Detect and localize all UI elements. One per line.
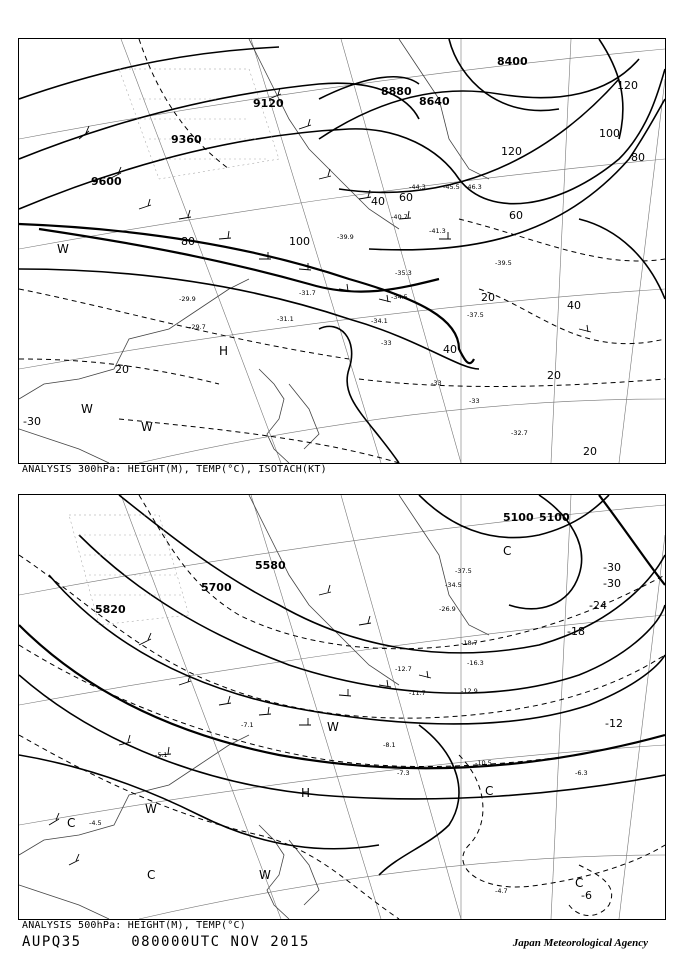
station-temp: -45.5 <box>443 183 460 191</box>
station-temp: -26.9 <box>439 605 456 613</box>
height-label-5100: 5100 <box>503 511 534 524</box>
station-temp: -33 <box>469 397 480 405</box>
jet-shading <box>119 69 279 179</box>
station-temp: -7.1 <box>241 721 254 729</box>
station-temp: -37.5 <box>467 311 484 319</box>
station-temp: -8.1 <box>383 741 396 749</box>
isotach-label: 100 <box>289 235 310 248</box>
station-temp: -5.1 <box>155 751 168 759</box>
cold-center: C <box>503 544 512 558</box>
isotach-label: 20 <box>481 291 495 304</box>
isotach-label: 120 <box>501 145 522 158</box>
station-temp: -41.3 <box>429 227 446 235</box>
height-label-8400: 8400 <box>497 55 528 68</box>
upper-chart-300hpa <box>18 38 666 464</box>
station-temp: -44.3 <box>409 183 426 191</box>
station-temp: -29.7 <box>189 323 206 331</box>
height-label-5100: 5100 <box>539 511 570 524</box>
agency-name: Japan Meteorological Agency <box>512 937 648 949</box>
isotach-label: 20 <box>115 363 129 376</box>
high-pressure-center: H <box>219 344 229 358</box>
station-temp: -40.7 <box>391 213 408 221</box>
isotach-label: 80 <box>631 151 645 164</box>
isotach-label: 40 <box>371 195 385 208</box>
cold-center: C <box>67 816 76 830</box>
station-temp: -34.5 <box>445 581 462 589</box>
station-temp: -12.7 <box>395 665 412 673</box>
temp-label: -6 <box>581 889 592 902</box>
station-temp: -18.7 <box>461 639 478 647</box>
warm-center: W <box>145 802 157 816</box>
isotach-label: 100 <box>599 127 620 140</box>
height-label-5580: 5580 <box>255 559 286 572</box>
temp-label: -18 <box>567 625 585 638</box>
wind-barbs <box>49 585 431 865</box>
height-label-8880: 8880 <box>381 85 412 98</box>
station-temp: -29.9 <box>179 295 196 303</box>
isotach-label: 120 <box>617 79 638 92</box>
station-temp: -10.5 <box>475 759 492 767</box>
cold-center: C <box>485 784 494 798</box>
warm-center: W <box>327 720 339 734</box>
station-temp: -37.5 <box>455 567 472 575</box>
isotach-label: 60 <box>509 209 523 222</box>
height-label-9360: 9360 <box>171 133 202 146</box>
warm-center: W <box>259 868 271 882</box>
station-temp: -46.3 <box>465 183 482 191</box>
isotach-label: 20 <box>547 369 561 382</box>
height-label-9600: 9600 <box>91 175 122 188</box>
map-500hpa <box>19 495 665 919</box>
station-temp: -33 <box>381 339 392 347</box>
temp-label: -30 <box>23 415 41 428</box>
isotach-label: 40 <box>443 343 457 356</box>
coastline <box>19 495 489 919</box>
chart-id: AUPQ35 <box>22 934 82 950</box>
station-temp: -16.3 <box>467 659 484 667</box>
isotach-label: 40 <box>567 299 581 312</box>
station-temp: -7.3 <box>397 769 410 777</box>
height-label-5700: 5700 <box>201 581 232 594</box>
station-temp: -34.1 <box>371 317 388 325</box>
station-temp: -11.7 <box>409 689 426 697</box>
graticule <box>19 495 665 919</box>
temp-label: -30 <box>603 577 621 590</box>
temp-label: -12 <box>605 717 623 730</box>
cold-center: C <box>575 876 584 890</box>
cold-center: C <box>147 868 156 882</box>
upper-chart-500hpa <box>18 494 666 920</box>
isotach-label: 20 <box>583 445 597 458</box>
station-temp: -39.5 <box>495 259 512 267</box>
station-temp: -31.7 <box>299 289 316 297</box>
warm-center: W <box>81 402 93 416</box>
station-temp: -39.9 <box>337 233 354 241</box>
graticule <box>19 39 665 463</box>
valid-time: 080000UTC NOV 2015 <box>131 934 310 950</box>
station-temp: -32.7 <box>511 429 528 437</box>
station-temp: -35.3 <box>395 269 412 277</box>
station-temp: -34.5 <box>391 293 408 301</box>
isotach-label: 80 <box>181 235 195 248</box>
station-temp: -12.9 <box>461 687 478 695</box>
height-label-5820: 5820 <box>95 603 126 616</box>
station-temp: -33 <box>431 379 442 387</box>
temp-label: -30 <box>603 561 621 574</box>
caption-300hpa: ANALYSIS 300hPa: HEIGHT(M), TEMP(°C), ISOTACH(KT) <box>22 464 327 475</box>
height-label-8640: 8640 <box>419 95 450 108</box>
isotach-label: 60 <box>399 191 413 204</box>
station-temp: -6.3 <box>575 769 588 777</box>
warm-center: W <box>141 420 153 434</box>
high-pressure-center: H <box>301 786 311 800</box>
station-temp: -4.7 <box>495 887 508 895</box>
station-temp: -4.5 <box>89 819 102 827</box>
map-300hpa <box>19 39 665 463</box>
height-label-9120: 9120 <box>253 97 284 110</box>
station-temp: -31.1 <box>277 315 294 323</box>
temp-label: -24 <box>589 599 607 612</box>
caption-500hpa: ANALYSIS 500hPa: HEIGHT(M), TEMP(°C) <box>22 920 246 931</box>
station-observations <box>179 183 528 437</box>
chart-footer <box>22 934 310 950</box>
warm-center: W <box>57 242 69 256</box>
